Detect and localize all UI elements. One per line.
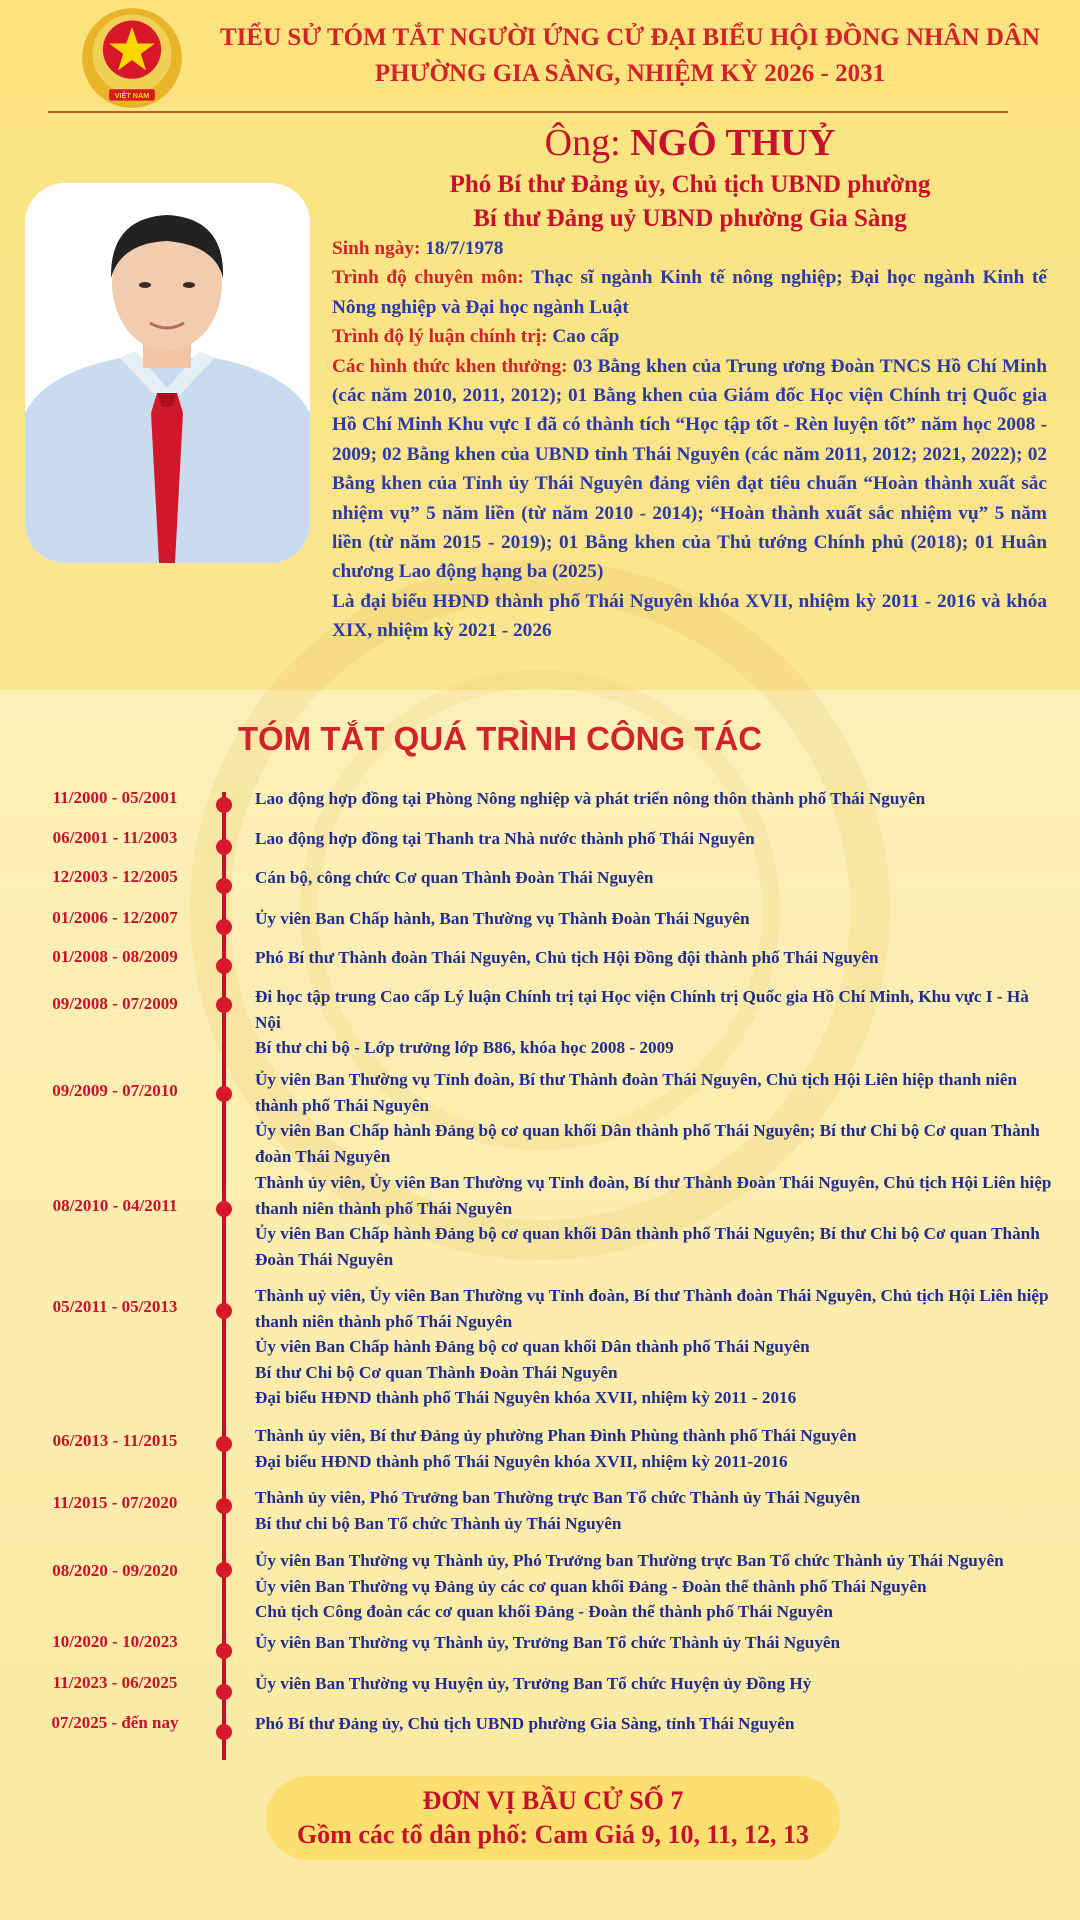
timeline-dot <box>216 919 232 935</box>
timeline-line: Bí thư chi bộ Ban Tổ chức Thành ủy Thái Nguyên <box>255 1513 622 1533</box>
timeline-date: 05/2011 - 05/2013 <box>52 1297 178 1316</box>
timeline-line: Phó Bí thư Thành đoàn Thái Nguyên, Chủ tịch Hội Đồng đội thành phố Thái Nguyên <box>255 948 879 967</box>
biography <box>332 234 1047 646</box>
timeline-description <box>255 1283 1055 1411</box>
timeline-date: 06/2013 - 11/2015 <box>52 1431 178 1450</box>
candidate-position <box>330 168 1050 236</box>
timeline-dot <box>216 839 232 855</box>
timeline-date: 11/2000 - 05/2001 <box>52 788 178 807</box>
timeline-date: 06/2001 - 11/2003 <box>52 828 178 847</box>
timeline-line: Thành uỷ viên, Ủy viên Ban Thường vụ Tỉnh đoàn, Bí thư Thành đoàn Thái Nguyên, Chủ tịch Hội Liên hiệp thanh niên thành phố Thái Nguyên <box>255 1286 1049 1331</box>
timeline-line: Ủy viên Ban Chấp hành Đảng bộ cơ quan khối Dân thành phố Thái Nguyên; Bí thư Chi bộ Cơ quan Thành Đoàn Thái Nguyên <box>255 1224 1040 1269</box>
timeline-dot <box>216 878 232 894</box>
bio-profession <box>332 263 1047 322</box>
timeline-dot <box>216 1201 232 1217</box>
bio-delegate: Là đại biểu HĐND thành phố Thái Nguyên khóa XVII, nhiệm kỳ 2011 - 2016 và khóa XIX, nhiệm kỳ 2021 - 2026 <box>332 590 1047 642</box>
timeline-line: Ủy viên Ban Thường vụ Thành ủy, Trưởng Ban Tổ chức Thành ủy Thái Nguyên <box>255 1633 841 1652</box>
bio-awards <box>332 352 1047 587</box>
dob-value: 18/7/1978 <box>425 238 504 259</box>
timeline-axis <box>222 792 226 1760</box>
timeline-dot <box>216 997 232 1013</box>
timeline-line: Lao động hợp đồng tại Phòng Nông nghiệp và phát triển nông thôn thành phố Thái Nguyên <box>255 789 926 808</box>
timeline-line: Ủy viên Ban Thường vụ Huyện ủy, Trưởng Ban Tổ chức Huyện ủy Đồng Hỷ <box>255 1674 812 1693</box>
timeline-date: 08/2020 - 09/2020 <box>52 1561 178 1580</box>
timeline-line: Bí thư Chi bộ Cơ quan Thành Đoàn Thái Nguyên <box>255 1362 618 1382</box>
candidate-photo <box>25 183 310 563</box>
timeline-dot <box>216 1303 232 1319</box>
timeline-line: Ủy viên Ban Chấp hành Đảng bộ cơ quan khối Dân thành phố Thái Nguyên; Bí thư Chi bộ Cơ quan Thành đoàn Thái Nguyên <box>255 1121 1040 1166</box>
political-label: Trình độ lý luận chính trị: <box>332 326 548 348</box>
timeline-line: Ủy viên Ban Thường vụ Tỉnh đoàn, Bí thư Thành đoàn Thái Nguyên, Chủ tịch Hội Liên hiệp thanh niên thành phố Thái Nguyên <box>255 1070 1018 1115</box>
candidate-name-line <box>330 118 1050 168</box>
timeline-date: 09/2009 - 07/2010 <box>52 1081 178 1100</box>
timeline-dot <box>216 797 232 813</box>
timeline-description <box>255 906 1055 932</box>
timeline-line: Ủy viên Ban Thường vụ Thành ủy, Phó Trưởng ban Thường trực Ban Tổ chức Thành ủy Thái Nguyên <box>255 1551 1004 1570</box>
timeline-description <box>255 865 1055 891</box>
timeline-description <box>255 1711 1055 1737</box>
timeline-description <box>255 1671 1055 1697</box>
timeline-date: 11/2023 - 06/2025 <box>52 1673 178 1692</box>
timeline-dot <box>216 1562 232 1578</box>
profession-value: Thạc sĩ ngành Kinh tế nông nghiệp; Đại học ngành Kinh tế Nông nghiệp và Đại học ngành Luật <box>332 267 1047 318</box>
timeline-line: Thành ủy viên, Ủy viên Ban Thường vụ Tỉnh đoàn, Bí thư Thành Đoàn Thái Nguyên, Chủ tịch Hội Liên hiệp thanh niên thành phố Thái Nguyên <box>255 1173 1052 1218</box>
timeline-line: Ủy viên Ban Thường vụ Đảng ủy các cơ quan khối Đảng - Đoàn thể thành phố Thái Nguyên <box>255 1576 927 1596</box>
timeline-date: 01/2006 - 12/2007 <box>52 908 178 927</box>
timeline-description <box>255 826 1055 852</box>
electoral-unit-badge <box>266 1776 840 1860</box>
timeline-date: 07/2025 - đến nay <box>51 1713 179 1732</box>
timeline-description <box>255 984 1055 1061</box>
timeline-line: Lao động hợp đồng tại Thanh tra Nhà nước thành phố Thái Nguyên <box>255 829 755 848</box>
candidate-name: NGÔ THUỶ <box>630 122 836 164</box>
portrait-icon <box>25 183 310 563</box>
timeline-line: Đại biểu HĐND thành phố Thái Nguyên khóa XVII, nhiệm kỳ 2011 - 2016 <box>255 1388 797 1407</box>
timeline-description <box>255 1485 1055 1536</box>
timeline-line: Thành ủy viên, Bí thư Đảng ủy phường Phan Đình Phùng thành phố Thái Nguyên <box>255 1426 857 1445</box>
timeline-line: Chủ tịch Công đoàn các cơ quan khối Đảng - Đoàn thể thành phố Thái Nguyên <box>255 1602 833 1621</box>
bio-dob <box>332 234 1047 263</box>
timeline-dot <box>216 1086 232 1102</box>
national-emblem-icon <box>80 6 184 110</box>
timeline-dot <box>216 1684 232 1700</box>
timeline-dot <box>216 958 232 974</box>
timeline-line: Phó Bí thư Đảng ủy, Chủ tịch UBND phường Gia Sàng, tỉnh Thái Nguyên <box>255 1714 795 1733</box>
timeline-date: 01/2008 - 08/2009 <box>52 947 178 966</box>
timeline-line: Thành ủy viên, Phó Trưởng ban Thường trực Ban Tổ chức Thành ủy Thái Nguyên <box>255 1488 861 1507</box>
position-line-2: Bí thư Đảng uỷ UBND phường Gia Sàng <box>473 205 907 232</box>
awards-label: Các hình thức khen thưởng: <box>332 355 568 377</box>
timeline-description <box>255 1630 1055 1656</box>
position-line-1: Phó Bí thư Đảng ủy, Chủ tịch UBND phường <box>449 171 931 198</box>
title-line-2: PHƯỜNG GIA SÀNG, NHIỆM KỲ 2026 - 2031 <box>374 60 886 87</box>
dob-label: Sinh ngày: <box>332 238 421 259</box>
timeline-dot <box>216 1498 232 1514</box>
awards-value: 03 Bằng khen của Trung ương Đoàn TNCS Hồ Chí Minh (các năm 2010, 2011, 2012); 01 Bằng khen của Giám đốc Học viện Chính trị Quốc gia Hồ Chí Minh Khu vực I đã có thành tích “Học tập tốt - Rèn luyện tốt” năm học 2008 - 2009; 02 Bằng khen của UBND tỉnh Thái Nguyên (các năm 2011, 2012; 2021, 2022); 02 Bằng khen của Tỉnh ủy Thái Nguyên đảng viên đạt tiêu chuẩn “Hoàn thành xuất sắc nhiệm vụ” 5 năm liền (từ năm 2010 - 2014); “Hoàn thành xuất sắc nhiệm vụ” 5 năm liền (từ năm 2015 - 2019); 01 Bằng khen của Thủ tướng Chính phủ (2018); 01 Huân chương Lao động hạng ba (2025) <box>332 355 1048 583</box>
timeline-line: Ủy viên Ban Chấp hành, Ban Thường vụ Thành Đoàn Thái Nguyên <box>255 909 750 928</box>
timeline-description <box>255 1067 1055 1169</box>
timeline-date: 12/2003 - 12/2005 <box>52 867 178 886</box>
political-value: Cao cấp <box>552 326 620 348</box>
timeline-dot <box>216 1724 232 1740</box>
emblem-label: VIỆT NAM <box>114 91 150 101</box>
header-divider <box>48 111 1008 113</box>
honorific: Ông: <box>544 122 621 164</box>
timeline-line: Bí thư chi bộ - Lớp trưởng lớp B86, khóa học 2008 - 2009 <box>255 1038 674 1057</box>
section-title: TÓM TẮT QUÁ TRÌNH CÔNG TÁC <box>237 720 763 757</box>
bio-political <box>332 322 1047 351</box>
timeline-date: 11/2015 - 07/2020 <box>52 1493 178 1512</box>
timeline-description <box>255 1170 1055 1272</box>
timeline-line: Ủy viên Ban Chấp hành Đảng bộ cơ quan khối Dân thành phố Thái Nguyên <box>255 1337 810 1356</box>
profession-label: Trình độ chuyên môn: <box>332 267 524 289</box>
timeline-dot <box>216 1643 232 1659</box>
electoral-unit-area: Gồm các tổ dân phố: Cam Giá 9, 10, 11, 12, 13 <box>296 1820 810 1849</box>
timeline-description <box>255 945 1055 971</box>
timeline-date: 10/2020 - 10/2023 <box>52 1632 178 1651</box>
timeline-line: Cán bộ, công chức Cơ quan Thành Đoàn Thái Nguyên <box>255 868 654 887</box>
timeline-description <box>255 786 1055 812</box>
timeline-date: 09/2008 - 07/2009 <box>52 994 178 1013</box>
electoral-unit-title: ĐƠN VỊ BẦU CỬ SỐ 7 <box>422 1786 684 1815</box>
timeline-date: 08/2010 - 04/2011 <box>52 1196 178 1215</box>
timeline-line: Đại biểu HĐND thành phố Thái Nguyên khóa XVII, nhiệm kỳ 2011-2016 <box>255 1451 788 1471</box>
timeline-dot <box>216 1436 232 1452</box>
timeline-description <box>255 1548 1055 1625</box>
timeline-line: Đi học tập trung Cao cấp Lý luận Chính trị tại Học viện Chính trị Quốc gia Hồ Chí Minh, Khu vực I - Hà Nội <box>255 987 1029 1032</box>
timeline-description <box>255 1423 1055 1474</box>
title-line-1: TIỂU SỬ TÓM TẮT NGƯỜI ỨNG CỬ ĐẠI BIỂU HỘI ĐỒNG NHÂN DÂN <box>220 24 1040 51</box>
document-title <box>200 20 1060 92</box>
